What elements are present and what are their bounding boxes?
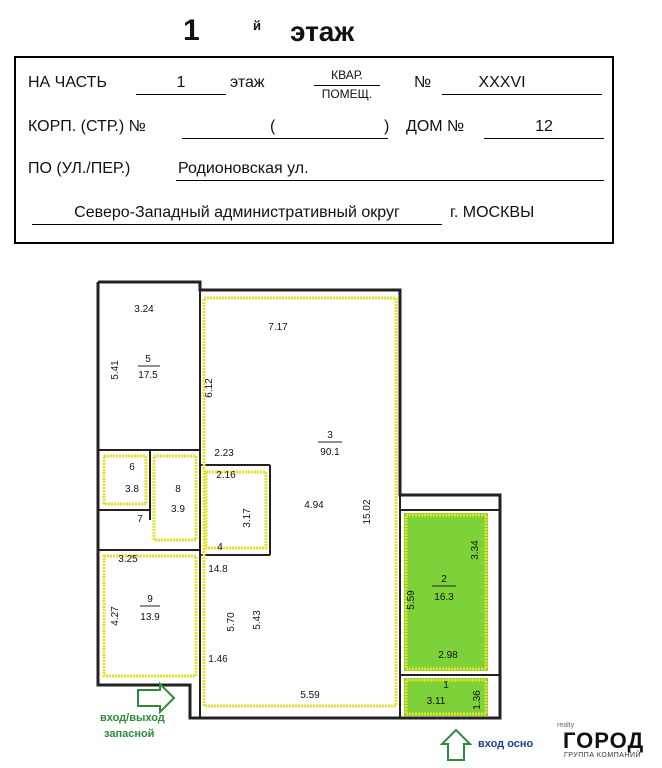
dim-3-25: 3.25 (118, 554, 138, 565)
main-entry-label: вход осно (478, 738, 534, 750)
house-underline (484, 138, 604, 139)
dim-3-34: 3.34 (470, 540, 481, 560)
part-value: 1 (176, 74, 186, 91)
street-underline (176, 180, 604, 181)
spare-entry-arrow (138, 684, 174, 712)
room-4-area: 14.8 (208, 564, 228, 575)
document-form (14, 56, 614, 244)
unit-type-top: КВАР. (331, 68, 363, 82)
house-value: 12 (535, 118, 553, 135)
dim-5-41: 5.41 (110, 360, 121, 380)
room-8-area: 3.9 (171, 504, 185, 515)
dim-2-98: 2.98 (438, 650, 458, 661)
room-4-number: 4 (217, 542, 223, 553)
dim-5-43: 5.43 (252, 610, 263, 630)
company-logo (555, 722, 655, 762)
unit-type-bottom: ПОМЕЩ. (321, 87, 373, 101)
room-2-number: 2 (441, 574, 447, 585)
part-underline (136, 94, 226, 95)
dim-4-27: 4.27 (110, 606, 121, 626)
dim-3-11: 3.11 (426, 696, 446, 707)
room-3-area: 90.1 (320, 447, 340, 458)
street-label: ПО (УЛ./ПЕР.) (28, 160, 131, 177)
fraction-line (314, 85, 380, 86)
room-5-area: 17.5 (138, 370, 158, 381)
dim-5-59-bottom: 5.59 (300, 690, 320, 701)
room-6-number: 6 (129, 462, 135, 473)
part-label: НА ЧАСТЬ (28, 74, 107, 91)
room-6-area: 3.8 (125, 484, 139, 495)
floor-number: 1 (183, 14, 200, 47)
room-3-number: 3 (327, 430, 333, 441)
house-label: ДОМ № (406, 118, 465, 135)
dim-6-12: 6.12 (204, 378, 215, 398)
floor-plan (0, 260, 662, 768)
building-label: КОРП. (СТР.) № (28, 118, 146, 135)
room-5-number: 5 (145, 354, 151, 365)
dim-3-24: 3.24 (134, 304, 154, 315)
dim-2-16: 2.16 (216, 470, 236, 481)
dim-2-23: 2.23 (214, 448, 234, 459)
room-9-area: 13.9 (140, 612, 160, 623)
room-8-number: 8 (175, 484, 181, 495)
dim-5-70: 5.70 (226, 612, 237, 632)
main-entry-arrow (442, 730, 470, 760)
room-2-area: 16.3 (434, 592, 454, 603)
dim-1-36: 1.36 (472, 690, 483, 710)
logo-small-text: realty (557, 722, 575, 729)
building-underline (182, 138, 388, 139)
dim-7-17: 7.17 (268, 322, 288, 333)
spare-entry-line1: вход/выход (100, 712, 165, 724)
floor-word: этаж (290, 16, 355, 47)
dim-15-02: 15.02 (362, 499, 373, 525)
building-close: ) (384, 118, 390, 135)
room-1-number: 1 (443, 680, 449, 691)
room-7-number: 7 (137, 514, 143, 525)
logo-main-text: ГОРОД (563, 728, 645, 753)
floor-suffix: й (253, 18, 261, 33)
dim-1-46: 1.46 (208, 654, 228, 665)
district-underline (32, 224, 442, 225)
unit-number: XXXVI (478, 74, 526, 91)
spare-entry-line2: запасной (104, 728, 155, 740)
dim-3-17: 3.17 (242, 508, 253, 528)
dim-4-94: 4.94 (304, 500, 324, 511)
building-open: ( (270, 118, 276, 135)
city-value: г. МОСКВЫ (450, 204, 535, 221)
district-value: Северо-Западный административный округ (74, 204, 400, 221)
logo-sub-text: ГРУППА КОМПАНИЙ (564, 752, 642, 759)
number-sign: № (414, 74, 432, 91)
street-value: Родионовская ул. (178, 160, 309, 177)
room-9-number: 9 (147, 594, 153, 605)
unit-underline (442, 94, 602, 95)
floor-plan-drawing (0, 260, 662, 768)
floor-heading (0, 14, 662, 54)
floor-label: этаж (230, 74, 265, 91)
dim-5-59-right: 5.59 (406, 590, 417, 610)
